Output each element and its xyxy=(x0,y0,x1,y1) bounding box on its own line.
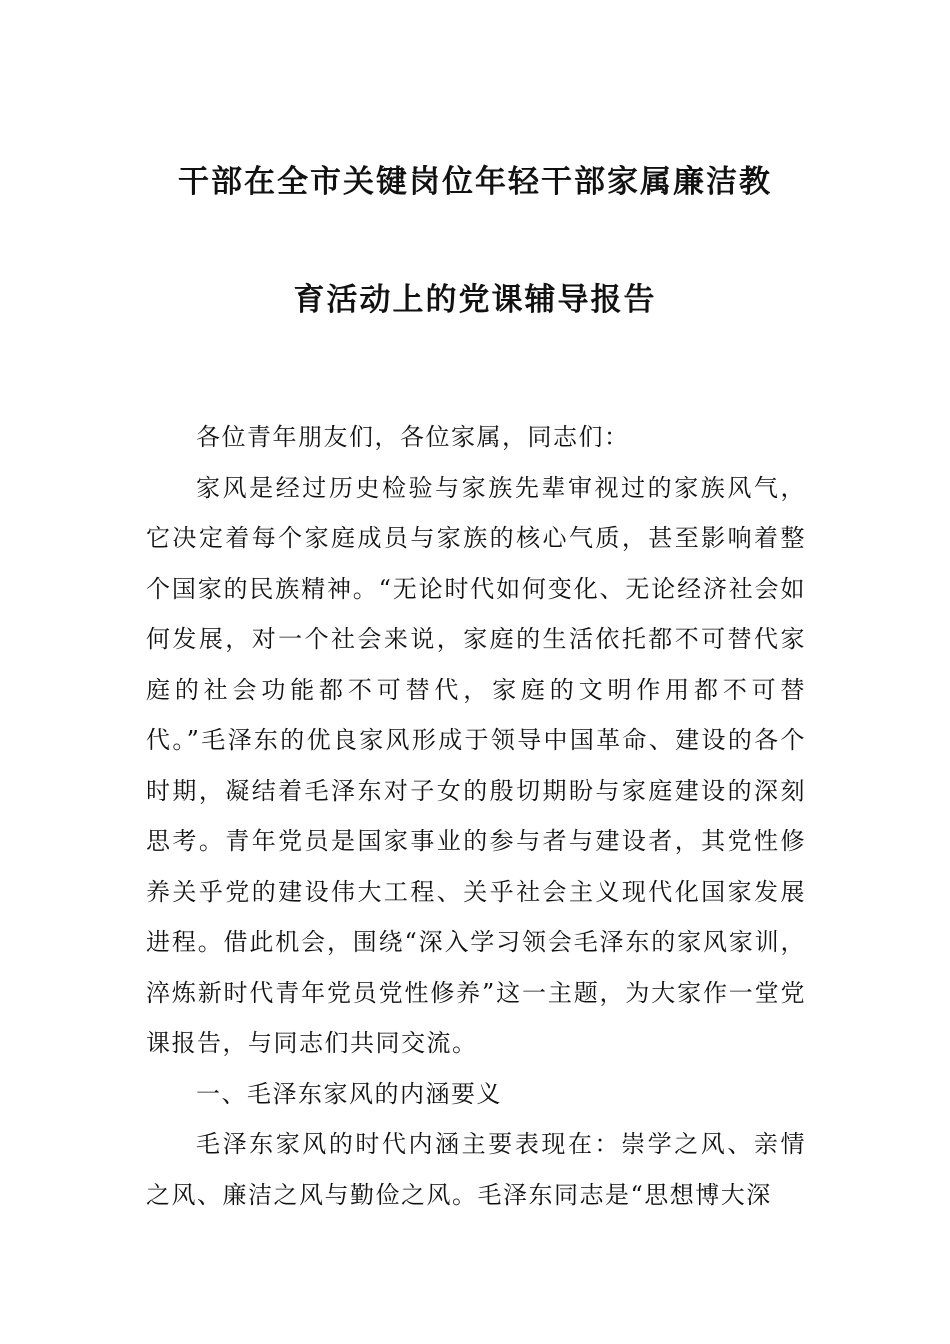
salutation: 各位青年朋友们，各位家属，同志们： xyxy=(196,423,630,451)
paragraph-introduction: 家风是经过历史检验与家族先辈审视过的家族风气，它决定着每个家庭成员与家族的核心气质，甚至影响着整个国家的民族精神。“无论时代如何变化、无论经济社会如何发展，对一个社会来说，家庭的生活依托都不可替代家庭的社会功能都不可替代，家庭的文明作用都不可替代。”毛泽东的优良家风形成于领导中国革命、建设的各个时期，凝结着毛泽东对子女的殷切期盼与家庭建设的深刻思考。青年党员是国家事业的参与者与建设者，其党性修养关乎党的建设伟大工程、关乎社会主义现代化国家发展进程。借此机会，围绕“深入学习领会毛泽东的家风家训，淬炼新时代青年党员党性修养”这一主题，为大家作一堂党课报告，与同志们共同交流。 xyxy=(146,473,806,1057)
paragraph-section-1: 毛泽东家风的时代内涵主要表现在：崇学之风、亲情之风、廉洁之风与勤俭之风。毛泽东同志是“思想博大深 xyxy=(146,1130,806,1209)
document-title-line-2: 育活动上的党课辅导报告 xyxy=(293,282,657,318)
section-heading-1: 一、毛泽东家风的内涵要义 xyxy=(196,1079,502,1108)
document-title-line-1: 干部在全市关键岗位年轻干部家属廉洁教 xyxy=(178,164,772,200)
document-body xyxy=(146,412,806,1220)
